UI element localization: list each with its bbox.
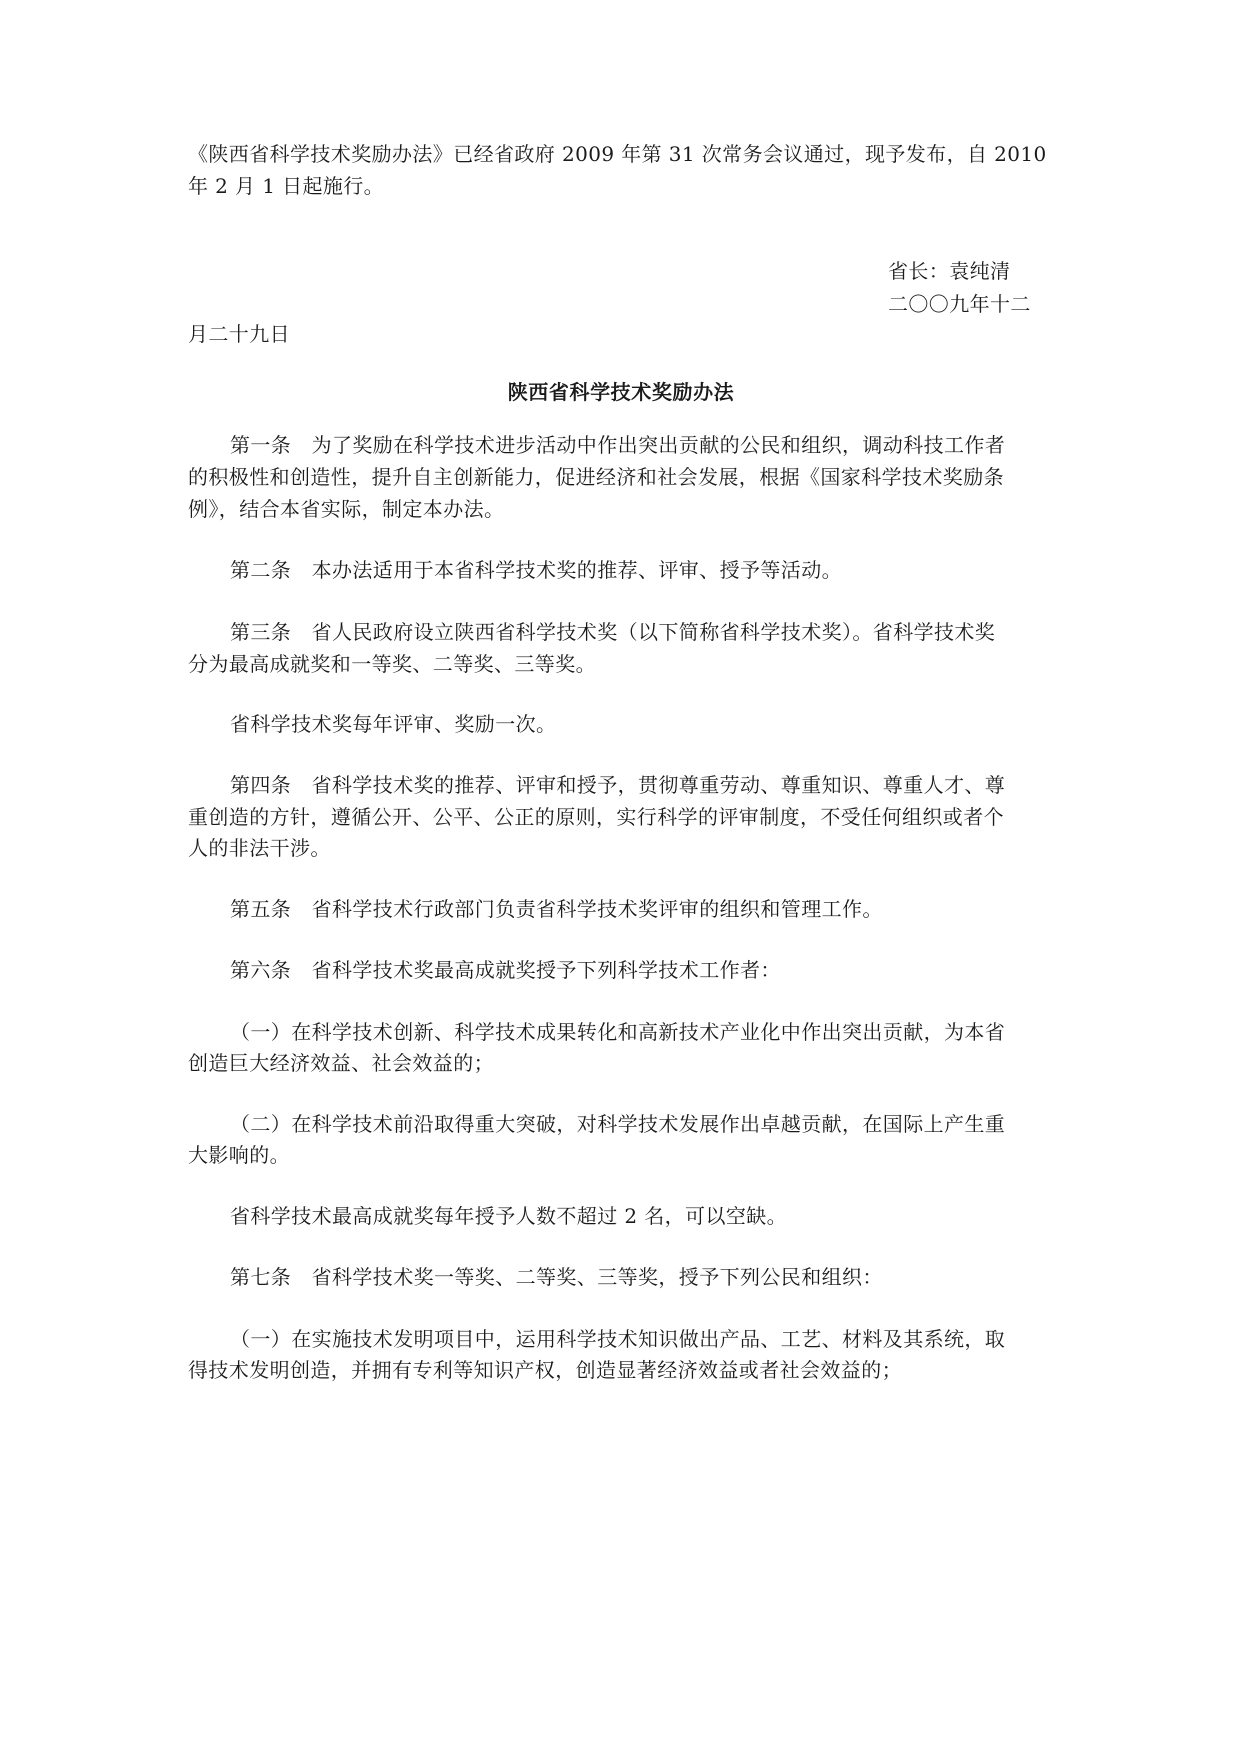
article-6-item-2-line-1: （二）在科学技术前沿取得重大突破，对科学技术发展作出卓越贡献，在国际上产生重: [230, 1112, 1006, 1136]
article-5-line-1: 第五条 省科学技术行政部门负责省科学技术奖评审的组织和管理工作。: [230, 897, 883, 921]
article-7-item-1-line-1: （一）在实施技术发明项目中，运用科学技术知识做出产品、工艺、材料及其系统，取: [230, 1327, 1006, 1351]
article-2-line-1: 第二条 本办法适用于本省科学技术奖的推荐、评审、授予等活动。: [230, 558, 842, 582]
article-4-line-1: 第四条 省科学技术奖的推荐、评审和授予，贯彻尊重劳动、尊重知识、尊重人才、尊: [230, 773, 1006, 797]
article-3-line-2: 分为最高成就奖和一等奖、二等奖、三等奖。: [188, 652, 596, 676]
article-7-line-1: 第七条 省科学技术奖一等奖、二等奖、三等奖，授予下列公民和组织：: [230, 1265, 883, 1289]
article-4-line-3: 人的非法干涉。: [188, 836, 331, 860]
article-6-item-1-line-2: 创造巨大经济效益、社会效益的；: [188, 1051, 494, 1075]
preamble-line-1: 《陕西省科学技术奖励办法》已经省政府 2009 年第 31 次常务会议通过，现予发布，自 2010: [188, 142, 1047, 166]
article-6-item-1-line-1: （一）在科学技术创新、科学技术成果转化和高新技术产业化中作出突出贡献，为本省: [230, 1020, 1006, 1044]
article-6-paragraph-2: 省科学技术最高成就奖每年授予人数不超过 2 名，可以空缺。: [230, 1204, 788, 1228]
article-6-line-1: 第六条 省科学技术奖最高成就奖授予下列科学技术工作者：: [230, 958, 781, 982]
signature-date-part-1: 二〇〇九年十二: [888, 292, 1031, 316]
article-1-line-3: 例》，结合本省实际，制定本办法。: [188, 497, 505, 521]
article-6-item-2-line-2: 大影响的。: [188, 1143, 290, 1167]
article-3-paragraph-2: 省科学技术奖每年评审、奖励一次。: [230, 712, 557, 736]
article-7-item-1-line-2: 得技术发明创造，并拥有专利等知识产权，创造显著经济效益或者社会效益的；: [188, 1358, 902, 1382]
signature-governor: 省长：袁纯清: [888, 259, 1011, 283]
article-3-line-1: 第三条 省人民政府设立陕西省科学技术奖（以下简称省科学技术奖）。省科学技术奖: [230, 620, 996, 644]
article-1-line-2: 的积极性和创造性，提升自主创新能力，促进经济和社会发展，根据《国家科学技术奖励条: [188, 465, 1004, 489]
article-1-line-1: 第一条 为了奖励在科学技术进步活动中作出突出贡献的公民和组织，调动科技工作者: [230, 433, 1006, 457]
document-page: [188, 0, 1054, 1754]
signature-date-part-2: 月二十九日: [188, 322, 290, 346]
preamble-line-2: 年 2 月 1 日起施行。: [188, 174, 385, 198]
article-4-line-2: 重创造的方针，遵循公开、公平、公正的原则，实行科学的评审制度，不受任何组织或者个: [188, 805, 1004, 829]
document-title: 陕西省科学技术奖励办法: [507, 380, 735, 404]
